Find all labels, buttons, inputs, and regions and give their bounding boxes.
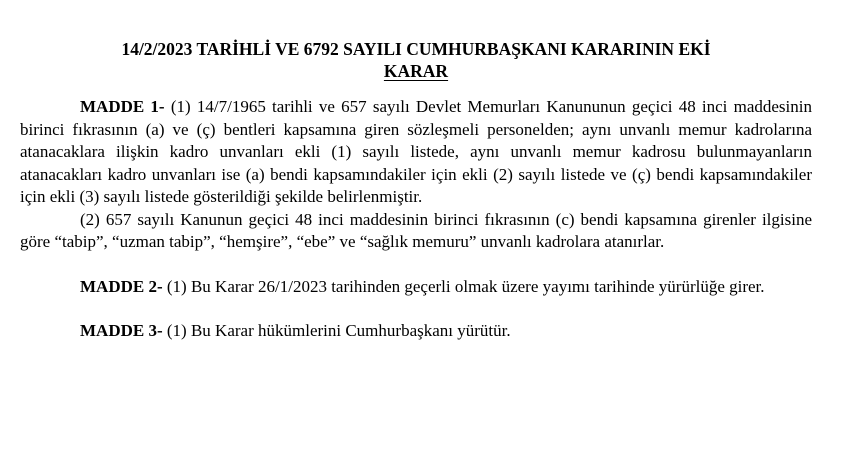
article-1-heading: MADDE 1- [80, 97, 165, 116]
article-1-text: (1) 14/7/1965 tarihli ve 657 sayılı Devlet Memurları Kanununun geçici 48 inci maddesinin birinci fıkrasının (a) ve (ç) bentleri kapsamına giren sözleşmeli personelden; aynı unvanlı memur kadrolarına atanacaklara ilişkin kadro unvanları ekli (1) sayılı listede, aynı unvanlı memur kadrosu bulunmayanların atanacakları kadro unvanları ise (a) bendi kapsamındakiler için ekli (2) sayılı listede ve (ç) bendi kapsamındakiler için ekli (3) sayılı listede gösterildiği şekilde belirlenmiştir. [20, 97, 812, 206]
title-line-1: 14/2/2023 TARİHLİ VE 6792 SAYILI CUMHURBAŞKANI KARARININ EKİ [121, 39, 711, 59]
document-title [20, 38, 812, 82]
article-3-heading: MADDE 3- [80, 321, 163, 340]
title-line-2: KARAR [383, 61, 449, 81]
article-3-text: (1) Bu Karar hükümlerini Cumhurbaşkanı yürütür. [162, 321, 511, 340]
article-2-text: (1) Bu Karar 26/1/2023 tarihinden geçerli olmak üzere yayımı tarihinde yürürlüğe girer. [162, 276, 765, 296]
article-3-paragraph [20, 320, 812, 343]
article-2-paragraph [20, 276, 812, 299]
article-1-paragraph-2 [20, 209, 812, 254]
article-2-heading: MADDE 2- [80, 276, 163, 296]
document-page [20, 38, 812, 343]
article-1-paragraph-1 [20, 96, 812, 209]
article-1-paragraph-2-text: (2) 657 sayılı Kanunun geçici 48 inci maddesinin birinci fıkrasının (c) bendi kapsamına girenler ilgisine göre “tabip”, “uzman tabip”, “hemşire”, “ebe” ve “sağlık memuru” unvanlı kadrolara atanırlar. [20, 209, 812, 251]
